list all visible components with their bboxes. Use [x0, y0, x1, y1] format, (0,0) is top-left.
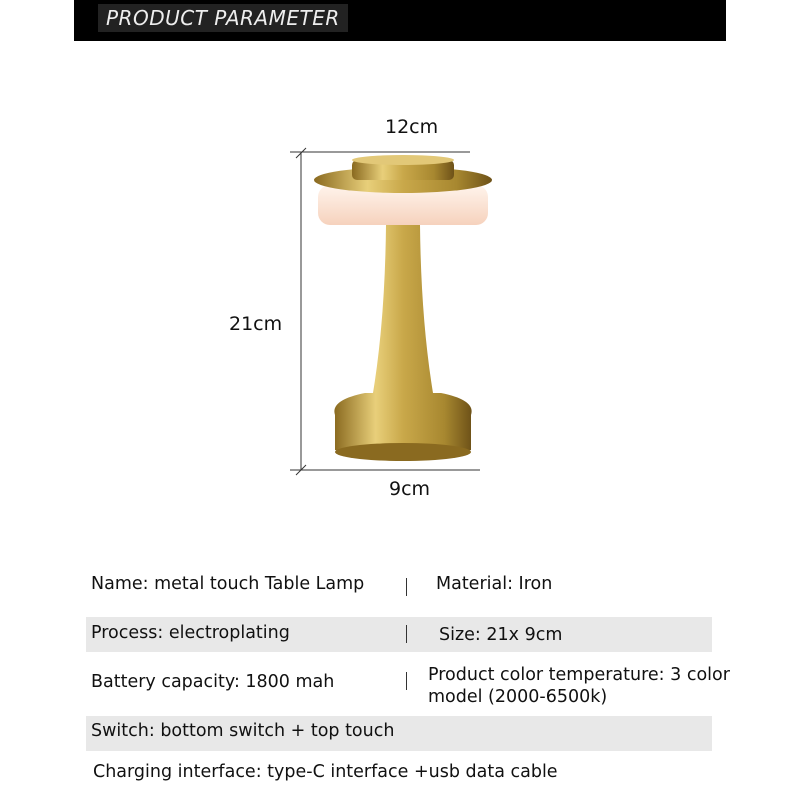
- separator: [406, 625, 407, 643]
- spec-material: Material: Iron: [436, 574, 553, 594]
- spec-row-3: [86, 662, 730, 710]
- lamp: [314, 155, 492, 461]
- separator: [406, 578, 407, 596]
- spec-row-2: [86, 617, 712, 652]
- spec-process: Process: electroplating: [91, 623, 290, 643]
- dimension-height: 21cm: [229, 313, 283, 335]
- spec-row-4: [86, 716, 712, 751]
- spec-charging: Charging interface: type-C interface +usb data cable: [93, 762, 558, 782]
- spec-size: Size: 21x 9cm: [439, 625, 563, 645]
- spec-name: Name: metal touch Table Lamp: [91, 574, 365, 594]
- spec-row-1: [86, 567, 712, 602]
- dimension-base-width: 9cm: [389, 478, 431, 500]
- spec-switch: Switch: bottom switch + top touch: [91, 721, 395, 741]
- dimension-top-width: 12cm: [385, 116, 439, 138]
- spec-battery: Battery capacity: 1800 mah: [91, 672, 335, 692]
- spec-color-temp-line2: model (2000-6500k): [428, 687, 608, 707]
- spec-color-temp-line1: Product color temperature: 3 color: [428, 665, 730, 685]
- spec-row-5: [86, 755, 712, 790]
- separator: [406, 672, 407, 690]
- banner-title: PRODUCT PARAMETER: [98, 4, 348, 32]
